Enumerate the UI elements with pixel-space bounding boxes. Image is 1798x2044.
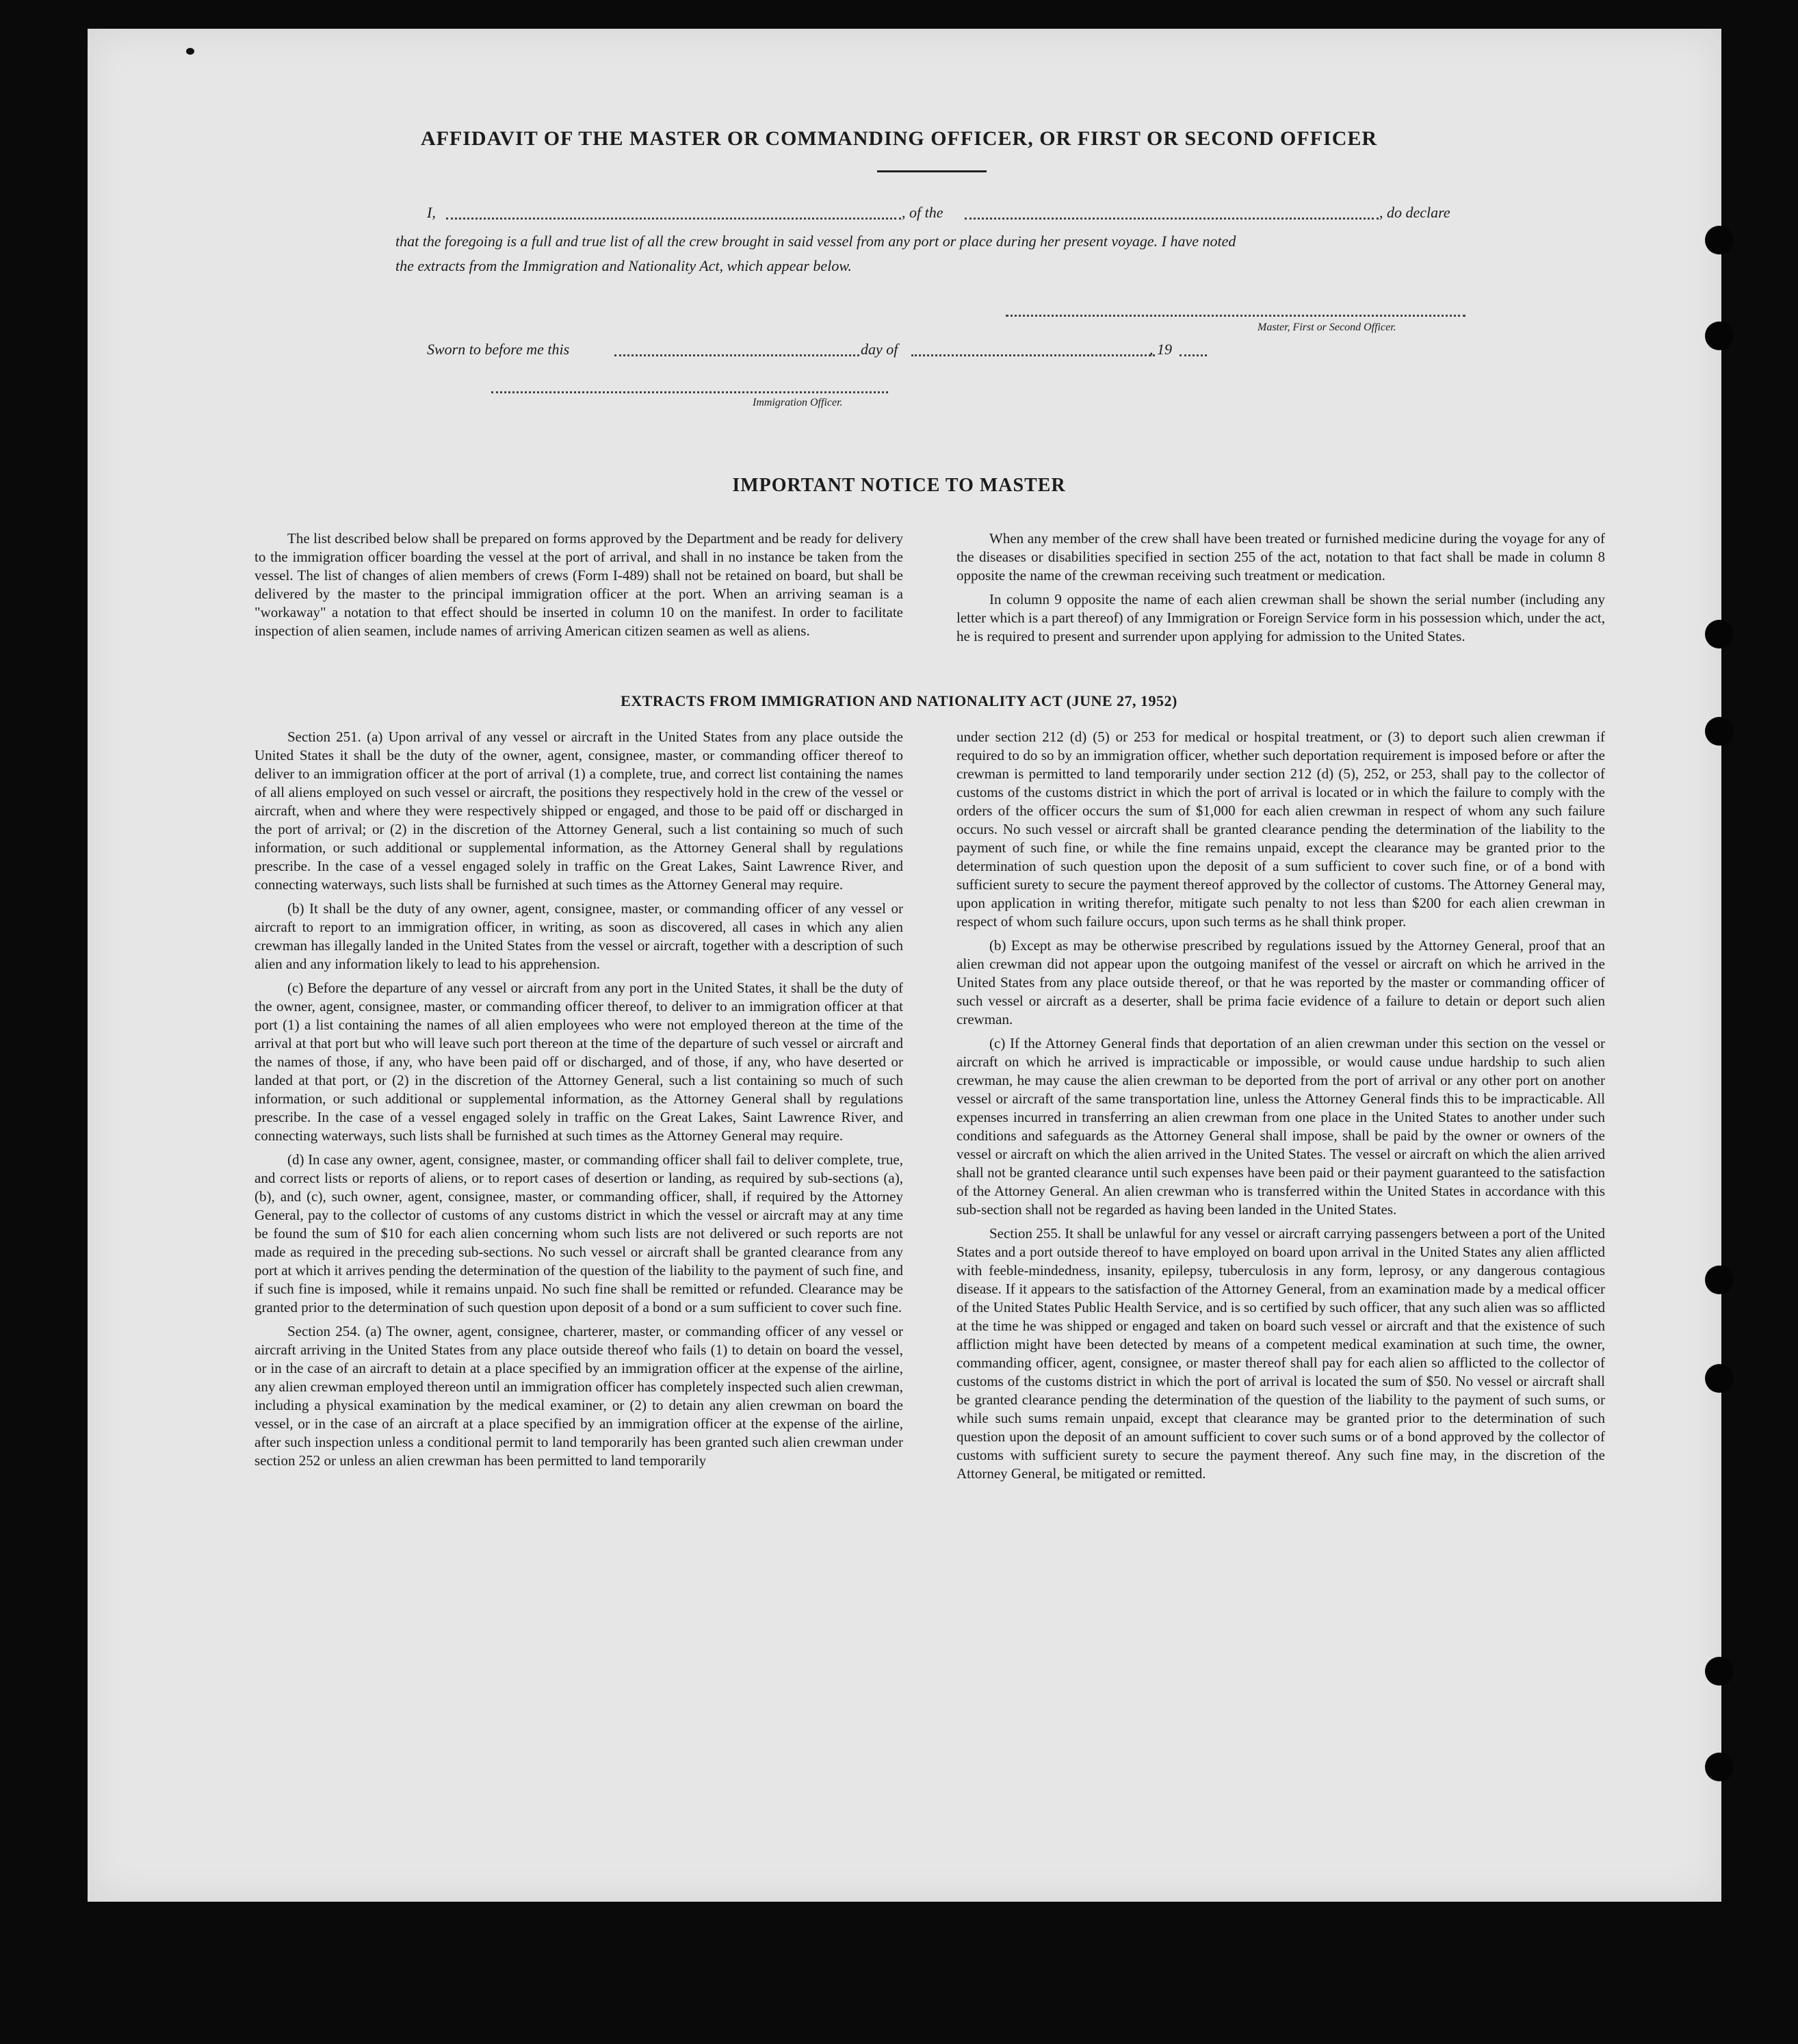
year-label: , 19 (1149, 341, 1172, 358)
affidavit-i-label: I, (427, 204, 436, 221)
sworn-before-label: Sworn to before me this (427, 341, 570, 358)
section-251-c: (c) Before the departure of any vessel or aircraft from any port in the United States, it shall be the duty of the owner, agent, consignee, master, or commanding officer thereof, to deliver to an immigration officer at that port (1) a list containing the names of all alien employees who were not employed thereon at the time of the arrival at that port but who will leave such port thereon at the time of the departure of such vessel or aircraft and the names of those, if any, who have been paid off or discharged, and of those, if any, who have deserted or landed at that port, or (2) in the discretion of the Attorney General, such a list containing so much of such information, or such additional or supplemental information, as the Attorney General shall by regulations prescribe. In the case of a vessel engaged solely in traffic on the Great Lakes, Saint Lawrence River, and connecting waterways, such lists shall be furnished at such times as the Attorney General may require. (255, 980, 903, 1144)
notice-left-paragraph: The list described below shall be prepared on forms approved by the Department and be ready for delivery to the immigration officer boarding the vessel at the port of arrival, and shall in no instance be taken from the vessel. The list of changes of alien members of crews (Form I-489) shall not be retained on board, but shall be delivered by the master to the principal immigration officer at the port. When an arriving seaman is a "workaway" a notation to that effect should be inserted in column 10 on the manifest. In order to facilitate inspection of alien seamen, include names of arriving American citizen seamen as well as aliens. (255, 530, 903, 639)
notice-right-column (956, 529, 1605, 651)
sworn-year-line[interactable] (1180, 354, 1207, 356)
section-255: Section 255. It shall be unlawful for any vessel or aircraft carrying passengers between a port of the United States and a port outside thereof to have employed on board upon arrival in the United States any alien afflicted with feeble-mindedness, insanity, epilepsy, tuberculosis in any form, leprosy, or any dangerous contagious disease. If it appears to the satisfaction of the Attorney General, from an examination made by a medical officer of the United States Public Health Service, and is so certified by such officer, that any such alien was so afflicted at the time he was shipped or engaged and taken on board such vessel or aircraft and that the existence of such affliction might have been detected by means of a competent medical examination at such time, the owner, commanding officer, agent, consignee, or master thereof shall pay for each alien so afflicted to the collector of customs of the customs district in which the port of arrival is located the sum of $50. No vessel or aircraft shall be granted clearance pending the determination of the question of the liability to the payment of such sums, or while such sums remain unpaid, except that clearance may be granted prior to the determination of such question upon the deposit of an amount sufficient to cover such sums or of a bond approved by the collector of customs with sufficient surety to secure the payment thereof. Any such fine may, in the discretion of the Attorney General, be mitigated or remitted. (956, 1225, 1605, 1482)
section-251-b: (b) It shall be the duty of any owner, agent, consignee, master, or commanding officer of any vessel or aircraft to report to an immigration officer, in writing, as soon as discovered, all cases in which any alien crewman has illegally landed in the United States from the vessel or aircraft, together with a description of such alien and any information likely to lead to his apprehension. (255, 900, 903, 972)
torn-edge (1742, 0, 1797, 123)
sworn-day-line[interactable] (614, 354, 859, 356)
punch-hole-7 (1705, 1657, 1734, 1686)
notice-right-paragraph-2: In column 9 opposite the name of each alien crewman shall be shown the serial number (including any letter which is a part thereof) of any Immigration or Foreign Service form in his possession which, under the act, he is required to present and surrender upon applying for admission to the United States. (956, 591, 1605, 644)
ink-speck (186, 48, 194, 55)
punch-hole-1 (1705, 226, 1734, 254)
extracts-right-column (956, 728, 1605, 1489)
affidavit-title: AFFIDAVIT OF THE MASTER OR COMMANDING OFFICER, OR FIRST OR SECOND OFFICER (420, 127, 1378, 150)
officer-signature-line[interactable] (491, 391, 888, 393)
title-underline (877, 170, 987, 172)
section-254-a-cont: under section 212 (d) (5) or 253 for medical or hospital treatment, or (3) to deport such alien crewman if required to do so by an immigration officer, whether such deportation requirement is imposed before or after the crewman is permitted to land temporarily under section 212 (d) (5), 252, or 253, shall pay to the collector of customs of the customs district in which the port of arrival is located or in which the failure to comply with the orders of the officer occurs the sum of $1,000 for each alien crewman in respect of whom any such failure occurs. No such vessel or aircraft shall be granted clearance pending the determination of the liability to the payment of such fine, or while the fine remains unpaid, except the clearance may be granted prior to the determination of such question upon the deposit of a sum sufficient to cover such fine, or of a bond with sufficient surety to secure the payment thereof approved by the collector of customs. The Attorney General may, upon application in writing therefor, mitigate such penalty to not less than $200 for each alien crewman in respect of whom such failure occurs, upon such terms as he shall think proper. (956, 729, 1605, 930)
section-251-d: (d) In case any owner, agent, consignee, master, or commanding officer shall fail to deliver complete, true, and correct lists or reports of aliens, or to report cases of desertion or landing, as required by sub-sections (a), (b), and (c), such owner, agent, consignee, master, or commanding officer, shall, if required by the Attorney General, pay to the collector of customs of any customs district in which the vessel or aircraft may at any time be found the sum of $10 for each alien concerning whom such lists are not delivered or such reports are not made as required in the preceding sub-sections. No such vessel or aircraft shall be granted clearance from any port at which it arrives pending the determination of the question of the liability to the payment of such fine, and if such fine is imposed, while it remains unpaid. No such fine shall be remitted or refunded. Clearance may be granted prior to the determination of such question upon deposit of a bond or a sum sufficient to cover such fine. (255, 1151, 903, 1315)
punch-hole-3 (1705, 620, 1734, 648)
sworn-month-line[interactable] (911, 354, 1155, 356)
section-254-a: Section 254. (a) The owner, agent, consignee, charterer, master, or commanding officer of any vessel or aircraft arriving in the United States from any place outside thereof who fails (1) to detain on board the vessel, or in the case of an aircraft to detain at a place specified by an immigration officer at the expense of the airline, any alien crewman employed thereon until an immigration officer has completely inspected such alien crewman, including a physical examination by the medical examiner, or (2) to detain any alien crewman on board the vessel, or in the case of an aircraft at a place specified by an immigration officer at the expense of the airline, after such inspection unless a conditional permit to land temporarily has been granted such alien crewman under section 252 or unless an alien crewman has been permitted to land temporarily (255, 1323, 903, 1469)
name-field-line[interactable] (446, 218, 901, 220)
notice-left-column (255, 529, 903, 646)
section-251-a: Section 251. (a) Upon arrival of any vessel or aircraft in the United States from any place outside the United States it shall be the duty of the owner, agent, consignee, master, or commanding officer thereof to deliver to an immigration officer at the port of arrival (1) a complete, true, and correct list containing the names of all aliens employed on such vessel or aircraft, the positions they respectively hold in the crew of the vessel or aircraft, when and where they were respectively shipped or engaged, and those to be paid off or discharged in the port of arrival; or (2) in the discretion of the Attorney General, such a list containing so much of such information, or such additional or supplemental information, as the Attorney General shall by regulations prescribe. In the case of a vessel engaged solely in traffic on the Great Lakes, Saint Lawrence River, and connecting waterways, such lists shall be furnished at such times as the Attorney General may require. (255, 729, 903, 893)
day-of-label: day of (861, 341, 898, 358)
punch-hole-8 (1705, 1753, 1734, 1781)
affidavit-of-the-label: , of the (902, 204, 943, 221)
affidavit-line-2: that the foregoing is a full and true list of all the crew brought in said vessel from any port or place during her present voyage. I have noted (395, 233, 1236, 250)
officer-signature-label: Immigration Officer. (753, 397, 843, 408)
extracts-title: EXTRACTS FROM IMMIGRATION AND NATIONALITY ACT (JUNE 27, 1952) (621, 692, 1177, 709)
notice-title: IMPORTANT NOTICE TO MASTER (732, 475, 1066, 496)
master-signature-line[interactable] (1006, 315, 1465, 317)
punch-hole-6 (1705, 1364, 1734, 1393)
punch-hole-2 (1705, 322, 1734, 350)
notice-right-paragraph-1: When any member of the crew shall have been treated or furnished medicine during the voyage for any of the diseases or disabilities specified in section 255 of the act, notation to that fact shall be made in column 8 opposite the name of the crewman receiving such treatment or medication. (956, 530, 1605, 584)
vessel-field-line[interactable] (965, 218, 1379, 220)
punch-hole-4 (1705, 717, 1734, 746)
affidavit-line-3: the extracts from the Immigration and Nationality Act, which appear below. (395, 257, 852, 274)
extracts-left-column (255, 728, 903, 1476)
affidavit-do-declare-label: , do declare (1379, 204, 1450, 221)
punch-hole-5 (1705, 1266, 1734, 1294)
section-254-c: (c) If the Attorney General finds that deportation of an alien crewman under this section on the vessel or aircraft on which he arrived is impracticable or impossible, or would cause undue hardship to such alien crewman, he may cause the alien crewman to be deported from the port of arrival or any other port on another vessel or aircraft of the same transportation line, unless the Attorney General finds this to be impracticable. All expenses incurred in transferring an alien crewman from one place in the United States to another under such conditions and safeguards as the Attorney General shall impose, shall be paid by the owner or owners of the vessel or aircraft on which the alien arrived in the United States. The vessel or aircraft on which the alien arrived shall not be granted clearance until such expenses have been paid or their payment guaranteed to the satisfaction of the Attorney General. An alien crewman who is transferred within the United States in accordance with this sub-section shall not be regarded as having been landed in the United States. (956, 1035, 1605, 1218)
section-254-b: (b) Except as may be otherwise prescribed by regulations issued by the Attorney General, proof that an alien crewman did not appear upon the outgoing manifest of the vessel or aircraft on which he arrived in the United States from any place outside thereof, or that he was reported by the master or commanding officer of such vessel or aircraft as a deserter, shall be prima facie evidence of a failure to detain or deport such alien crewman. (956, 937, 1605, 1027)
master-signature-label: Master, First or Second Officer. (1258, 322, 1396, 333)
